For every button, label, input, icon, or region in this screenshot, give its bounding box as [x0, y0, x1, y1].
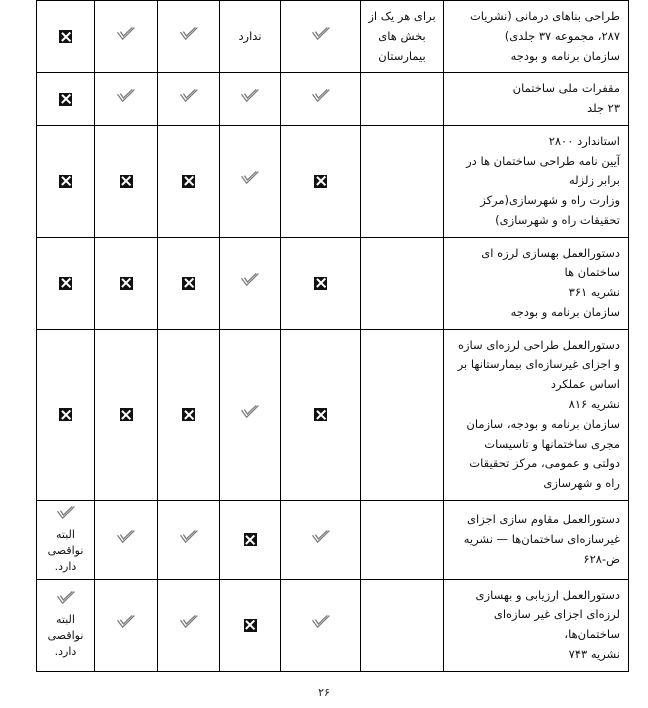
title-line: نشریه ۷۴۳	[568, 646, 620, 661]
col-d-cell	[220, 125, 281, 237]
title-line: غیرسازه‌ای ساختمان‌ها — نشریه	[463, 531, 620, 546]
check-mark-icon	[311, 614, 331, 630]
col-a-cell	[37, 579, 95, 671]
scope-cell	[361, 237, 444, 329]
col-b-cell	[95, 1, 158, 73]
col-c-cell	[158, 1, 220, 73]
x-mark-icon	[244, 533, 257, 546]
x-mark-icon	[182, 175, 195, 188]
check-mark-icon	[116, 614, 136, 630]
check-mark-icon	[240, 272, 260, 288]
title-line: نشریه ۳۶۱	[568, 285, 620, 300]
scope-line: بخش های	[378, 28, 426, 43]
x-mark-icon	[59, 277, 72, 290]
x-mark-icon	[59, 93, 72, 106]
title-line: دستورالعمل ارزیابی و بهسازی	[475, 587, 620, 602]
title-line: راه و شهرسازی	[543, 476, 620, 491]
table-row	[37, 237, 629, 329]
col-a-cell	[37, 329, 95, 500]
table-row	[37, 500, 629, 579]
check-mark-icon	[179, 88, 199, 104]
check-with-note	[42, 505, 89, 575]
x-mark-icon	[182, 408, 195, 421]
note-line: نواقصی	[47, 629, 84, 643]
check-mark-icon	[179, 614, 199, 630]
x-mark-icon	[182, 277, 195, 290]
col-d-cell	[220, 1, 281, 73]
x-mark-icon	[314, 408, 327, 421]
table-row	[37, 73, 629, 126]
col-c-cell	[158, 579, 220, 671]
check-mark-icon	[240, 170, 260, 186]
title-line: مقفرات ملی ساختمان	[512, 81, 620, 96]
check-with-note	[42, 590, 89, 660]
document-title-cell	[444, 329, 629, 500]
col-c-cell	[158, 125, 220, 237]
document-title-cell	[444, 125, 629, 237]
title-line: سازمان برنامه و بودجه، سازمان	[466, 416, 620, 431]
title-line: ض-۶۲۸	[583, 551, 620, 566]
note-line: البته	[56, 613, 75, 627]
scope-cell	[361, 125, 444, 237]
x-mark-icon	[314, 277, 327, 290]
check-mark-icon	[116, 529, 136, 545]
table-row	[37, 579, 629, 671]
table-row	[37, 1, 629, 73]
col-d-cell	[220, 579, 281, 671]
document-title-cell	[444, 500, 629, 579]
col-d-cell	[220, 73, 281, 126]
col-a-cell	[37, 125, 95, 237]
check-mark-icon	[179, 529, 199, 545]
title-line: ساختمان ها	[564, 265, 620, 280]
check-mark-icon	[116, 88, 136, 104]
col-b-cell	[95, 500, 158, 579]
document-title-cell	[444, 579, 629, 671]
check-mark-icon	[311, 529, 331, 545]
x-mark-icon	[59, 408, 72, 421]
title-line: دستورالعمل بهسازی لرزه ای	[481, 245, 620, 260]
col-a-cell	[37, 237, 95, 329]
table-row	[37, 329, 629, 500]
x-mark-icon	[120, 175, 133, 188]
check-mark-icon	[56, 505, 76, 521]
title-line: سازمان برنامه و بودجه	[510, 48, 620, 63]
col-e-cell	[281, 329, 361, 500]
x-mark-icon	[120, 408, 133, 421]
title-line: ساختمان‌ها،	[564, 627, 620, 642]
title-line: سازمان برنامه و بودجه	[510, 304, 620, 319]
col-d-cell	[220, 500, 281, 579]
scope-line: برای هر یک از	[368, 9, 436, 23]
check-mark-icon	[240, 88, 260, 104]
page-number: ۲۶	[318, 686, 330, 699]
check-mark-icon	[116, 26, 136, 42]
x-mark-icon	[244, 619, 257, 632]
col-c-cell	[158, 329, 220, 500]
title-line: استاندارد ۲۸۰۰	[548, 133, 620, 148]
title-line: ۲۳ جلد	[587, 101, 620, 116]
scope-line: بیمارستان	[378, 48, 426, 63]
table-body	[37, 1, 629, 672]
col-b-cell	[95, 73, 158, 126]
col-e-cell	[281, 237, 361, 329]
document-title-cell	[444, 1, 629, 73]
note-line: نواقصی	[47, 543, 84, 557]
note-line: دارد.	[54, 645, 77, 659]
title-line: و اجزای غیرسازه‌ای بیمارستانها بر	[457, 357, 620, 372]
col-e-cell	[281, 579, 361, 671]
col-c-cell	[158, 237, 220, 329]
x-mark-icon	[59, 30, 72, 43]
check-mark-icon	[56, 590, 76, 606]
col-a-cell	[37, 1, 95, 73]
col-b-cell	[95, 237, 158, 329]
note-line: البته	[56, 527, 75, 541]
check-mark-icon	[179, 26, 199, 42]
check-mark-icon	[240, 404, 260, 420]
title-line: برابر زلزله	[568, 173, 620, 188]
col-e-cell	[281, 73, 361, 126]
col-d-cell	[220, 329, 281, 500]
scope-cell	[361, 73, 444, 126]
title-line: نشریه ۸۱۶	[568, 397, 620, 412]
title-line: ۲۸۷، مجموعه ۳۷ جلدی)	[504, 28, 620, 43]
title-line: دولتی و عمومی، مرکز تحقیقات	[469, 456, 620, 471]
col-c-cell	[158, 500, 220, 579]
col-a-cell	[37, 73, 95, 126]
check-mark-icon	[311, 88, 331, 104]
title-line: طراحی بناهای درمانی (نشریات	[469, 9, 620, 23]
x-mark-icon	[120, 277, 133, 290]
scope-cell	[361, 329, 444, 500]
col-b-cell	[95, 329, 158, 500]
col-e-cell	[281, 125, 361, 237]
check-mark-icon	[311, 26, 331, 42]
title-line: مجری ساختمانها و تاسیسات	[484, 436, 620, 451]
title-line: دستورالعمل مقاوم سازی اجزای	[467, 512, 620, 527]
title-line: وزارت راه و شهرسازی(مرکز	[480, 193, 620, 208]
document-title-cell	[444, 73, 629, 126]
title-line: لرزه‌ای اجزای غیر سازه‌ای	[493, 607, 620, 622]
col-c-cell	[158, 73, 220, 126]
standards-comparison-table	[36, 0, 629, 672]
title-line: اساس عملکرد	[550, 377, 620, 392]
col-e-cell	[281, 1, 361, 73]
col-d-cell	[220, 237, 281, 329]
cell-text: ندارد	[238, 29, 262, 44]
title-line: تحقیقات راه و شهرسازی)	[495, 212, 620, 227]
document-title-cell	[444, 237, 629, 329]
col-a-cell	[37, 500, 95, 579]
col-b-cell	[95, 125, 158, 237]
col-b-cell	[95, 579, 158, 671]
scope-cell	[361, 500, 444, 579]
x-mark-icon	[59, 175, 72, 188]
scope-cell	[361, 579, 444, 671]
scope-cell	[361, 1, 444, 73]
col-e-cell	[281, 500, 361, 579]
x-mark-icon	[314, 175, 327, 188]
title-line: دستورالعمل طراحی لرزه‌ای سازه	[457, 337, 620, 352]
table-row	[37, 125, 629, 237]
title-line: آیین نامه طراحی ساختمان ها در	[466, 153, 620, 168]
note-line: دارد.	[54, 559, 77, 573]
